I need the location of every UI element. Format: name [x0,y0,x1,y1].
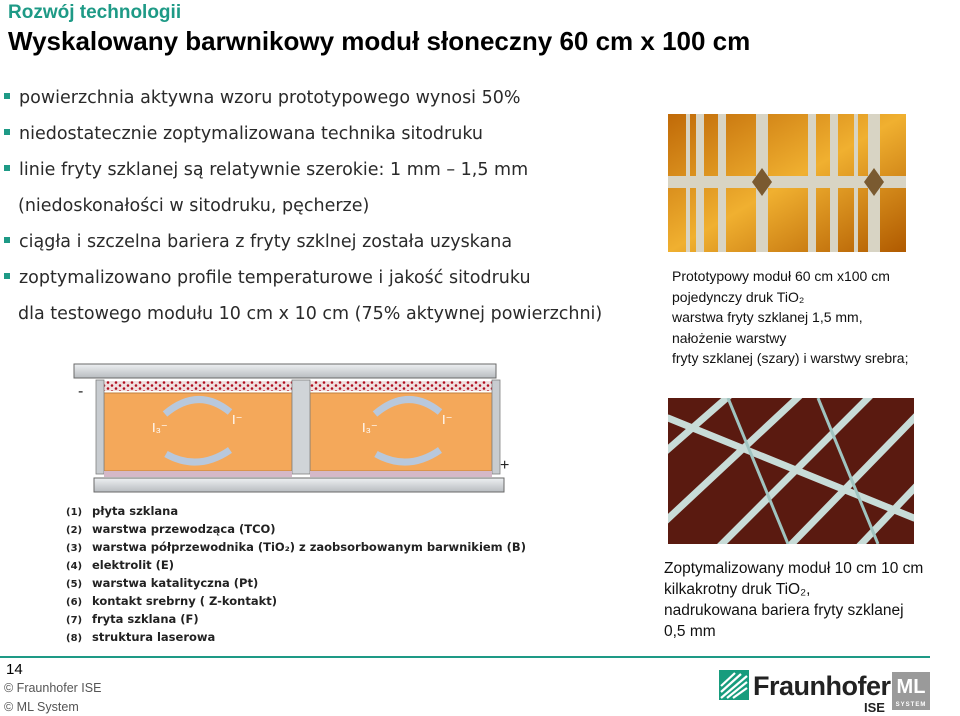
caption-bottom: Zoptymalizowany moduł 10 cm 10 cm kilkakrotny druk TiO₂, nadrukowana bariera fryty szklanej 0,5 mm [664,560,924,640]
bullet-continuation: dla testowego modułu 10 cm x 10 cm (75% aktywnej powierzchni) [18,304,603,324]
legend-item: (3) warstwa półprzewodnika (TiO₂) z zaobsorbowanym barwnikiem (B) [66,540,526,554]
page-number: 14 [6,661,23,678]
footer-divider [0,656,930,658]
ion-label: I⁻ [442,412,453,427]
tio2-layer-left [104,471,292,477]
legend-item: (8) struktura laserowa [66,630,216,644]
caption-top: Prototypowy moduł 60 cm x100 cm pojedynczy druk TiO₂ warstwa fryty szklanej 1,5 mm, nałożenie warstwy fryty szklanej (szary) i warstwy srebra; [672,268,909,366]
bullet-item: linie fryty szklanej są relatywnie szerokie: 1 mm – 1,5 mm [4,160,528,180]
fraunhofer-ise-label: ISE [864,700,885,715]
catalyst-layer-right [310,381,492,391]
bullet-item: niedostatecznie zoptymalizowana technika sitodruku [4,124,483,144]
tio2-layer-right [310,471,492,477]
legend-item: (4) elektrolit (E) [66,558,175,572]
bullet-item: zoptymalizowano profile temperaturowe i jakość sitodruku [4,268,531,288]
catalyst-layer-left [104,381,292,391]
positive-terminal: + [500,457,510,474]
edge-seal-left [96,380,104,474]
edge-seal-right [492,380,500,474]
bullet-square-icon [4,273,10,279]
bullet-item: powierzchnia aktywna wzoru prototypowego wynosi 50% [4,88,521,108]
legend-item: (1) płyta szklana [66,504,179,518]
bullet-square-icon [4,165,10,171]
bullet-continuation: (niedoskonałości w sitodruku, pęcherze) [18,196,370,216]
negative-terminal: - [78,383,84,400]
optimized-module-photo [668,398,914,544]
bullet-square-icon [4,93,10,99]
legend-item: (2) warstwa przewodząca (TCO) [66,522,276,536]
bullet-square-icon [4,237,10,243]
cell-cross-section-diagram [70,360,520,502]
fraunhofer-wordmark: Fraunhofer [753,671,891,701]
slide-title: Wyskalowany barwnikowy moduł słoneczny 60 cm x 100 cm [8,26,751,56]
ion-label: I₃⁻ [362,420,378,435]
bullet-square-icon [4,129,10,135]
legend-item: (7) fryta szklana (F) [66,612,199,626]
ion-label: I₃⁻ [152,420,168,435]
ion-label: I⁻ [232,412,243,427]
legend-item: (5) warstwa katalityczna (Pt) [66,576,259,590]
top-glass-plate [74,364,496,378]
bullet-item: ciągła i szczelna bariera z fryty szklnej została uzyskana [4,232,512,252]
bottom-glass-plate [94,478,504,492]
legend-item: (6) kontakt srebrny ( Z-kontakt) [66,594,277,608]
silver-contact [292,380,310,474]
fraunhofer-logo-icon [719,670,749,700]
copyright-fraunhofer: © Fraunhofer ISE [4,681,102,695]
copyright-ml-system: © ML System [4,700,79,714]
section-title: Rozwój technologii [8,2,182,23]
ml-system-logo: ML SYSTEM [892,672,930,710]
prototype-module-photo [668,114,906,252]
